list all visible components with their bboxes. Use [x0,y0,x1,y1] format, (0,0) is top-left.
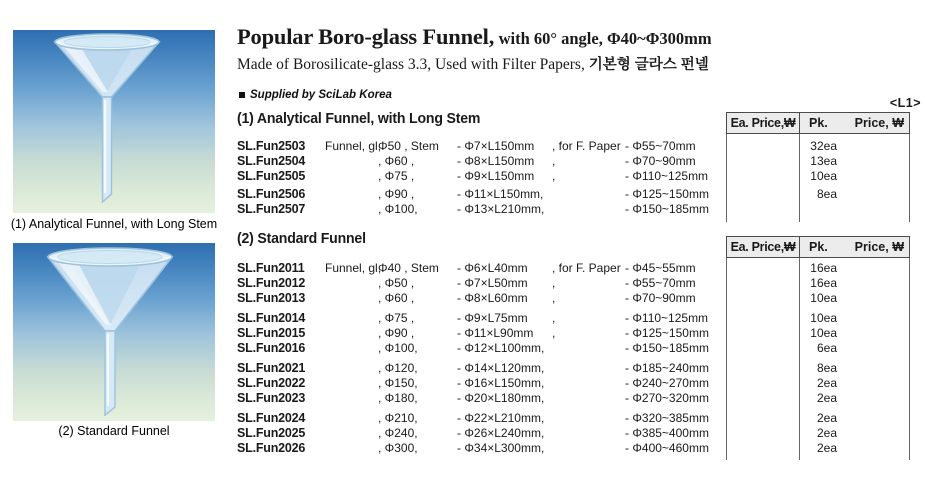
cell-ea [726,261,799,276]
cell-lead [325,341,378,356]
funnel-standard-illustration [13,243,215,421]
cell-plabel [552,426,625,441]
cell-phi: , Φ300, [378,441,418,455]
cell-range: - Φ110~125mm [625,169,709,183]
cell-stem: - Φ26×L240mm, [457,426,545,440]
cell-stem: - Φ8×L60mm [457,291,528,305]
cell-stem: - Φ7×L50mm [457,276,528,290]
cell-range: - Φ125~150mm [625,187,709,201]
cell-plabel: , for F. Paper [552,261,621,275]
cell-cat: SL.Fun2016 [237,341,306,355]
cell-lead [325,154,378,169]
cell-range: - Φ125~150mm [625,326,709,340]
cell-stem: - Φ9×L75mm [457,311,528,325]
cell-pk: 8ea [816,187,837,201]
cell-pk: 10ea [810,311,837,325]
cell-phi: , Φ100, [378,202,418,216]
cell-lead: Funnel, gl, [325,139,382,153]
cell-stem: - Φ20×L180mm, [457,391,545,405]
cell-lead [325,376,378,391]
title-main: Popular Boro-glass Funnel, [237,24,495,49]
cell-range: - Φ110~125mm [625,311,709,325]
section-heading-standard-funnel: (2) Standard Funnel [237,230,366,247]
cell-cat: SL.Fun2504 [237,154,306,168]
cell-ea [726,391,799,406]
table-row [237,276,910,291]
cell-stem: - Φ34×L300mm, [457,441,545,455]
cell-lead [325,291,378,306]
section-heading-analytical-funnel: (1) Analytical Funnel, with Long Stem [237,110,481,127]
table-row [237,169,910,184]
cell-pk: 2ea [816,391,837,405]
cell-cat: SL.Fun2025 [237,426,306,440]
table-row [237,154,910,169]
cell-cat: SL.Fun2505 [237,169,306,183]
cell-stem: - Φ13×L210mm, [457,202,545,216]
cell-range: - Φ320~385mm [625,411,709,425]
table-row [237,391,910,406]
cell-ea [726,441,799,456]
price-table-header [726,236,910,258]
table-row [237,139,910,154]
figure-caption-analytical-funnel: (1) Analytical Funnel, with Long Stem [10,217,218,231]
cell-plabel [552,391,625,406]
table-rule [799,258,800,460]
cell-plabel [552,187,625,202]
table-row [237,291,910,306]
product-table-analytical [237,139,910,217]
cell-pk: 2ea [816,376,837,390]
cell-phi: , Φ50 , [378,276,415,290]
cell-cat: SL.Fun2021 [237,361,306,375]
table-rule [909,134,910,222]
cell-phi: , Φ75 , [378,169,415,183]
square-bullet-icon [239,92,245,98]
cell-phi: , Φ60 , [378,291,415,305]
table-row [237,376,910,391]
cell-stem: - Φ9×L150mm [457,169,535,183]
cell-pk: 10ea [810,291,837,305]
cell-pk: 8ea [816,361,837,375]
product-image-analytical-funnel [13,30,215,213]
cell-pk: 10ea [810,326,837,340]
cell-pk: 2ea [816,441,837,455]
cell-stem: - Φ6×L40mm [457,261,528,275]
column-header-ea-price: Ea. Price,₩ [727,113,800,133]
table-row [237,411,910,426]
cell-range: - Φ385~400mm [625,426,709,440]
cell-stem: - Φ16×L150mm, [457,376,545,390]
cell-ea [726,202,799,217]
figure-caption-standard-funnel: (2) Standard Funnel [58,424,170,438]
cell-ea [726,326,799,341]
cell-stem: - Φ12×L100mm, [457,341,545,355]
cell-phi: Φ40 , Stem [378,261,439,275]
cell-plabel: , [552,326,556,340]
cell-phi: , Φ210, [378,411,418,425]
cell-plabel: , [552,169,556,183]
cell-cat: SL.Fun2506 [237,187,306,201]
cell-lead [325,276,378,291]
cell-plabel [552,411,625,426]
table-rule [726,258,727,460]
cell-lead [325,202,378,217]
cell-cat: SL.Fun2011 [237,261,305,275]
column-header-price: Price, ₩ [854,116,904,130]
cell-lead [325,311,378,326]
cell-lead: Funnel, gl, [325,261,382,275]
cell-ea [726,376,799,391]
cell-range: - Φ45~55mm [625,261,696,275]
cell-plabel [552,341,625,356]
cell-ea [726,341,799,356]
cell-cat: SL.Fun2503 [237,139,306,153]
cell-lead [325,187,378,202]
cell-lead [325,441,378,456]
column-header-ea-price: Ea. Price,₩ [727,237,800,257]
supplied-by-note [239,89,392,101]
cell-pk: 2ea [816,426,837,440]
cell-stem: - Φ11×L90mm [457,326,534,340]
price-table-header [726,112,910,134]
cell-plabel: , for F. Paper [552,139,621,153]
cell-ea [726,154,799,169]
table-row [237,441,910,456]
cell-plabel: , [552,291,556,305]
cell-pk: 16ea [810,276,837,290]
cell-lead [325,169,378,184]
table-row [237,426,910,441]
cell-cat: SL.Fun2013 [237,291,306,305]
supplied-by-text: Supplied by SciLab Korea [250,89,392,101]
cell-phi: , Φ240, [378,426,418,440]
cell-range: - Φ400~460mm [625,441,709,455]
cell-phi: , Φ100, [378,341,418,355]
cell-plabel: , [552,276,556,290]
cell-phi: , Φ150, [378,376,418,390]
cell-plabel [552,202,625,217]
cell-pk: 16ea [810,261,837,275]
cell-ea [726,361,799,376]
table-rule [909,258,910,460]
cell-phi: , Φ90 , [378,187,415,201]
catalog-page-ref: <L1> [889,96,921,110]
cell-ea [726,139,799,154]
cell-stem: - Φ22×L210mm, [457,411,545,425]
cell-ea [726,291,799,306]
cell-lead [325,391,378,406]
cell-cat: SL.Fun2507 [237,202,306,216]
cell-stem: - Φ7×L150mm [457,139,535,153]
cell-lead [325,426,378,441]
cell-pk: 2ea [816,411,837,425]
cell-range: - Φ55~70mm [625,139,696,153]
cell-phi: Φ50 , Stem [378,139,439,153]
cell-range: - Φ70~90mm [625,154,696,168]
cell-lead [325,361,378,376]
cell-range: - Φ150~185mm [625,341,709,355]
table-row [237,361,910,376]
cell-lead [325,411,378,426]
table-row [237,202,910,217]
cell-ea [726,411,799,426]
product-table-standard [237,261,910,456]
cell-phi: , Φ90 , [378,326,415,340]
table-rule [726,134,727,222]
cell-range: - Φ70~90mm [625,291,696,305]
cell-ea [726,426,799,441]
cell-plabel [552,361,625,376]
funnel-long-stem-illustration [13,30,215,213]
cell-lead [325,326,378,341]
cell-plabel [552,441,625,456]
cell-pk: 6ea [816,341,837,355]
table-row [237,187,910,202]
cell-phi: , Φ120, [378,361,418,375]
cell-phi: , Φ180, [378,391,418,405]
column-header-price: Price, ₩ [854,240,904,254]
cell-pk: 13ea [810,154,837,168]
column-header-pk: Pk. [809,240,828,254]
cell-cat: SL.Fun2012 [237,276,306,290]
cell-pk: 32ea [810,139,837,153]
cell-stem: - Φ14×L120mm, [457,361,545,375]
cell-stem: - Φ11×L150mm, [457,187,544,201]
cell-cat: SL.Fun2022 [237,376,306,390]
cell-plabel: , [552,311,556,325]
cell-cat: SL.Fun2024 [237,411,306,425]
subtitle-english: Made of Borosilicate-glass 3.3, Used with Filter Papers, [237,56,589,73]
cell-ea [726,311,799,326]
subtitle-korean: 기본형 글라스 펀넬 [588,57,709,73]
cell-range: - Φ185~240mm [625,361,709,375]
cell-pk: 10ea [810,169,837,183]
table-row [237,326,910,341]
table-rule [799,134,800,222]
cell-plabel: , [552,154,556,168]
cell-phi: , Φ60 , [378,154,415,168]
cell-range: - Φ150~185mm [625,202,709,216]
cell-range: - Φ270~320mm [625,391,709,405]
page-title [237,24,712,74]
cell-stem: - Φ8×L150mm [457,154,535,168]
cell-range: - Φ240~270mm [625,376,709,390]
cell-pk [799,202,837,217]
title-spec: with 60° angle, Φ40~Φ300mm [498,29,712,48]
column-header-pk: Pk. [809,116,828,130]
table-row [237,261,910,276]
table-row [237,341,910,356]
cell-ea [726,169,799,184]
product-image-standard-funnel [13,243,215,421]
cell-plabel [552,376,625,391]
cell-phi: , Φ75 , [378,311,415,325]
table-row [237,311,910,326]
cell-cat: SL.Fun2015 [237,326,306,340]
cell-ea [726,276,799,291]
cell-cat: SL.Fun2026 [237,441,306,455]
cell-cat: SL.Fun2014 [237,311,306,325]
cell-range: - Φ55~70mm [625,276,696,290]
cell-cat: SL.Fun2023 [237,391,306,405]
cell-ea [726,187,799,202]
